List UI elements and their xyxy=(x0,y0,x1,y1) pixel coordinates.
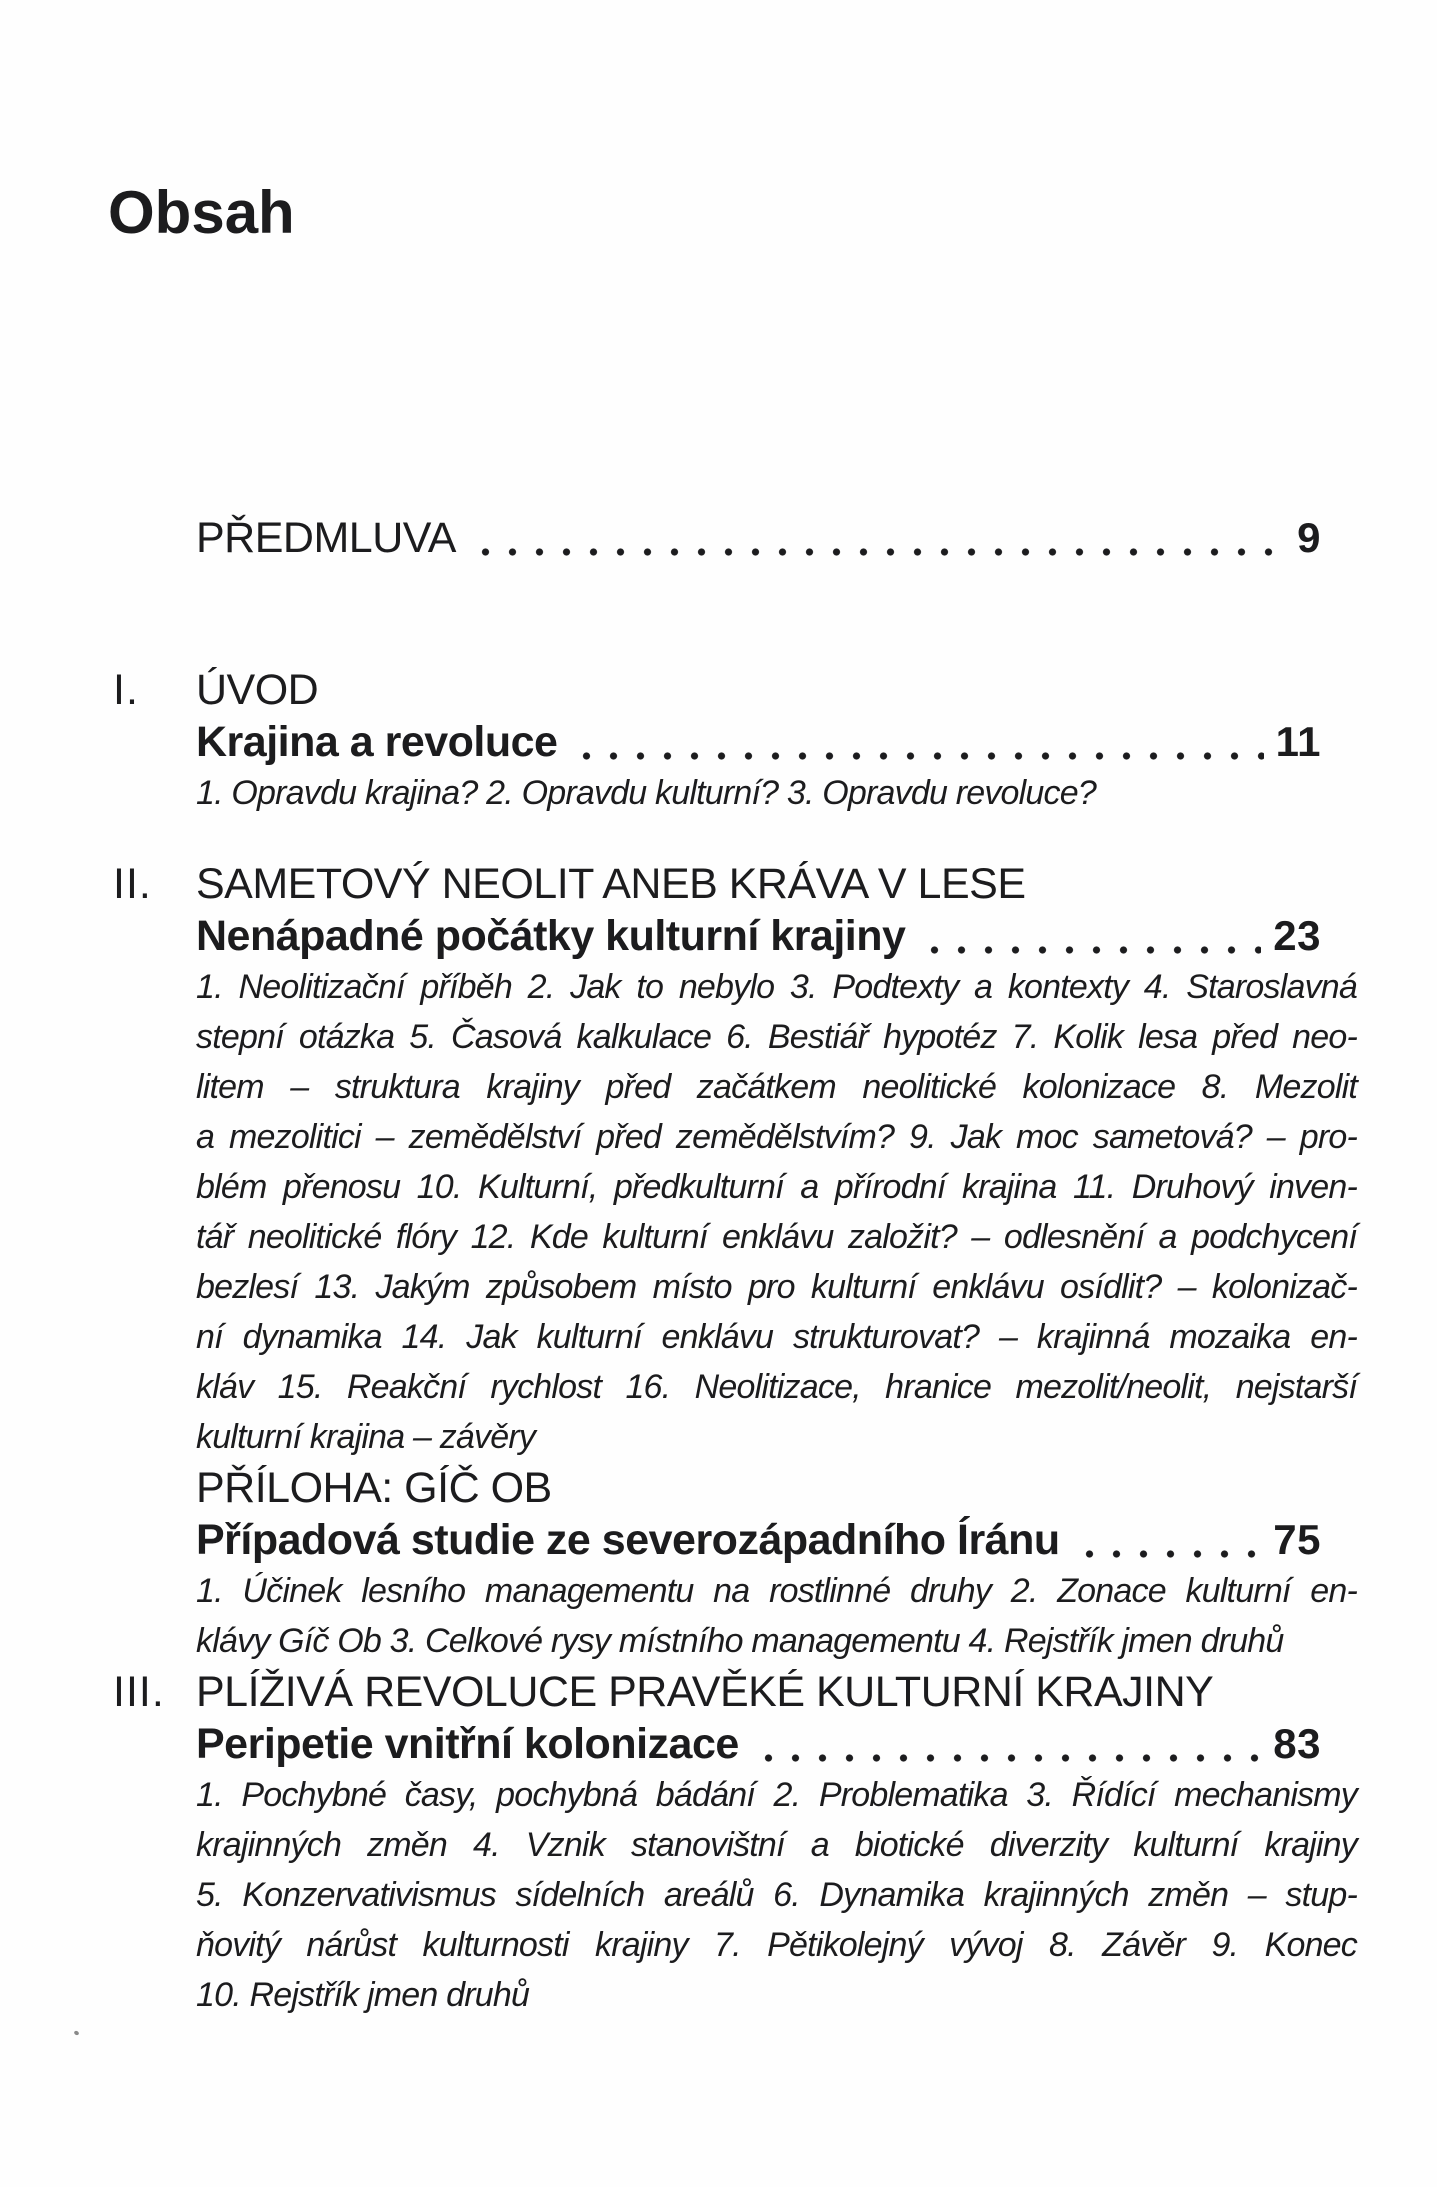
section-heading: PLÍŽIVÁ REVOLUCE PRAVĚKÉ KULTURNÍ KRAJINY xyxy=(196,1668,1214,1716)
toc-page-number: 11 xyxy=(1275,718,1321,765)
toc-detail-line: stepní otázka 5. Časová kalkulace 6. Bestiář hypotéz 7. Kolik lesa před neo- xyxy=(196,1018,1357,1056)
dot-leader xyxy=(921,942,1261,958)
toc-entry-label: Peripetie vnitřní kolonizace xyxy=(196,1720,739,1768)
toc-detail-line: ní dynamika 14. Jak kulturní enklávu strukturovat? – krajinná mozaika en- xyxy=(196,1318,1357,1356)
toc-detail-line: 1. Neolitizační příběh 2. Jak to nebylo 3. Podtexty a kontexty 4. Staroslavná xyxy=(196,968,1357,1006)
toc-detail-line: kláv 15. Reakční rychlost 16. Neolitizace, hranice mezolit/neolit, nejstarší xyxy=(196,1368,1357,1406)
toc-detail-line: 1. Účinek lesního managementu na rostlinné druhy 2. Zonace kulturní en- xyxy=(196,1572,1357,1610)
toc-detail-line: 5. Konzervativismus sídelních areálů 6. Dynamika krajinných změn – stup- xyxy=(196,1876,1357,1914)
section-heading: SAMETOVÝ NEOLIT ANEB KRÁVA V LESE xyxy=(196,860,1026,908)
dot-leader xyxy=(573,748,1263,764)
toc-detail-line: a mezolitici – zemědělství před zemědělstvím? 9. Jak moc sametová? – pro- xyxy=(196,1118,1357,1156)
toc-detail-line: 1. Pochybné časy, pochybná bádání 2. Problematika 3. Řídící mechanismy xyxy=(196,1776,1357,1814)
toc-page-number: 83 xyxy=(1273,1720,1321,1767)
toc-entry-label: Nenápadné počátky kulturní krajiny xyxy=(196,912,906,960)
toc-section-2 xyxy=(113,858,1357,1666)
toc-detail-line: litem – struktura krajiny před začátkem neolitické kolonizace 8. Mezolit xyxy=(196,1068,1357,1106)
scan-speck xyxy=(73,2030,79,2036)
toc-detail-line: tář neolitické flóry 12. Kde kulturní enklávu založit? – odlesnění a podchycení xyxy=(196,1218,1357,1256)
toc-detail-line: bezlesí 13. Jakým způsobem místo pro kulturní enklávu osídlit? – kolonizač- xyxy=(196,1268,1357,1306)
toc-detail-line: klávy Gíč Ob 3. Celkové rysy místního managementu 4. Rejstřík jmen druhů xyxy=(196,1622,1284,1660)
toc-entry xyxy=(196,910,1357,962)
section-numeral: III. xyxy=(113,1668,165,1716)
toc-entry-preface xyxy=(196,512,1357,564)
section-numeral: I. xyxy=(113,666,139,714)
section-numeral: II. xyxy=(113,860,152,908)
dot-leader xyxy=(1076,1546,1262,1562)
toc-entry xyxy=(196,1514,1357,1566)
toc-detail-line: krajinných změn 4. Vznik stanovištní a biotické diverzity kulturní krajiny xyxy=(196,1826,1357,1864)
toc-detail-line: 1. Opravdu krajina? 2. Opravdu kulturní? 3. Opravdu revoluce? xyxy=(196,774,1096,812)
toc-page-number: 9 xyxy=(1297,514,1321,561)
section-content xyxy=(196,664,1357,818)
section-content xyxy=(196,858,1357,1666)
toc-page-number: 23 xyxy=(1273,912,1321,959)
toc-detail-line: blém přenosu 10. Kulturní, předkulturní a přírodní krajina 11. Druhový inven- xyxy=(196,1168,1357,1206)
dot-leader xyxy=(472,544,1285,560)
toc-detail-line: kulturní krajina – závěry xyxy=(196,1418,536,1456)
toc-detail-line: 10. Rejstřík jmen druhů xyxy=(196,1976,530,2014)
appendix-heading: PŘÍLOHA: GÍČ OB xyxy=(196,1464,552,1512)
toc-detail-line: ňovitý nárůst kulturnosti krajiny 7. Pětikolejný vývoj 8. Závěr 9. Konec xyxy=(196,1926,1357,1964)
toc-entry-label: Případová studie ze severozápadního Íránu xyxy=(196,1516,1060,1564)
toc-entry xyxy=(196,1718,1357,1770)
toc-entry xyxy=(196,716,1357,768)
page-title: Obsah xyxy=(108,179,295,246)
dot-leader xyxy=(755,1750,1262,1766)
toc-page-number: 75 xyxy=(1273,1516,1321,1563)
section-content xyxy=(196,1666,1357,2020)
toc-entry-label: Krajina a revoluce xyxy=(196,718,558,766)
toc-entry-label: PŘEDMLUVA xyxy=(196,514,456,562)
section-heading: ÚVOD xyxy=(196,666,319,714)
toc-section-3 xyxy=(113,1666,1357,2020)
toc-section-1 xyxy=(113,664,1357,818)
